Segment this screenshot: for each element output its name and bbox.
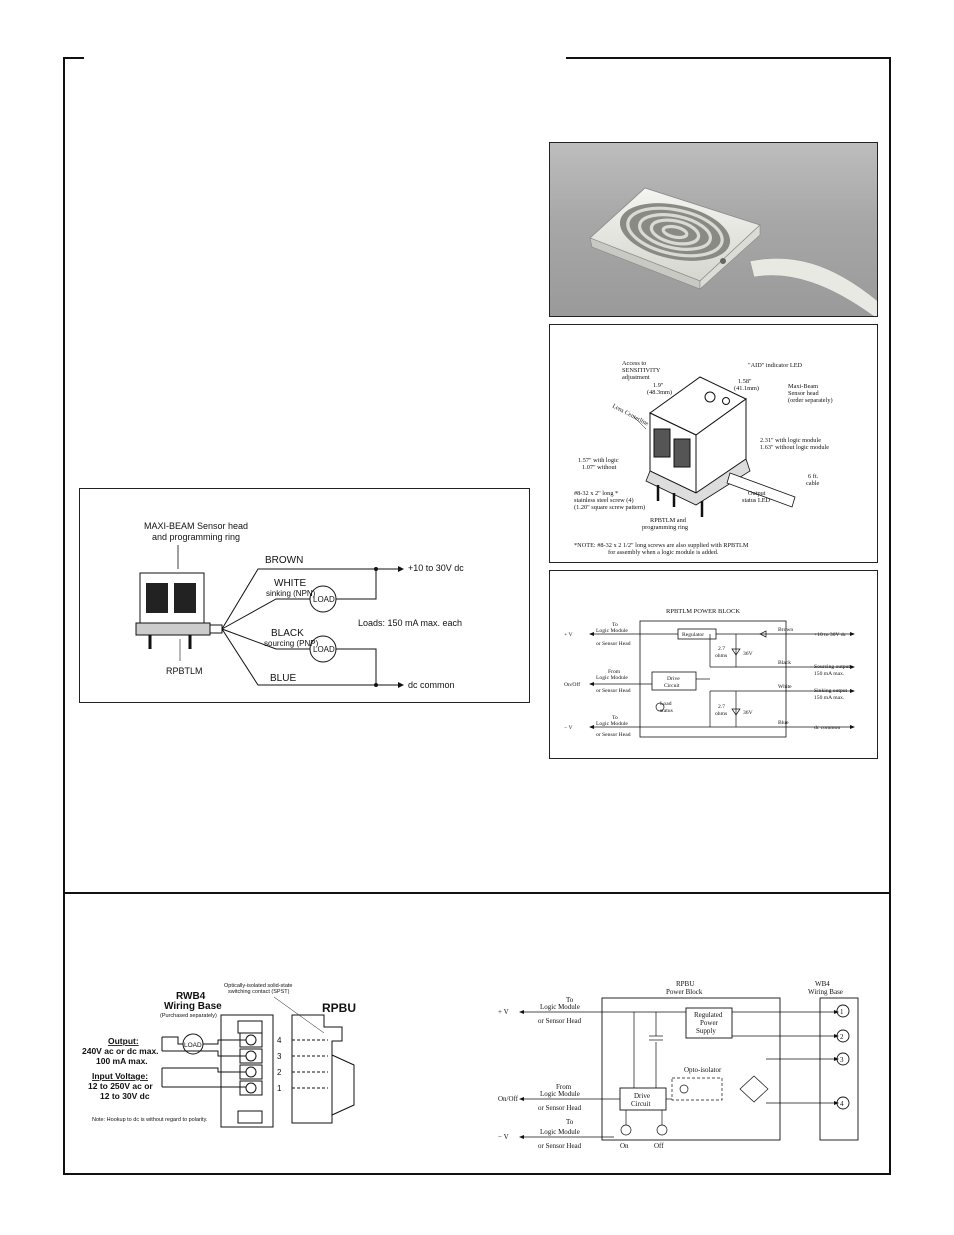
- opto-label: Opto-isolator: [684, 1066, 722, 1074]
- dim-163-label: 1.63" without logic module: [760, 444, 830, 451]
- or-sensor-head-label: or Sensor Head: [538, 1017, 582, 1025]
- ohms-label: ohms: [715, 711, 728, 717]
- aid-led-label: "AID" indicator LED: [748, 362, 803, 369]
- to-label: To: [566, 1118, 574, 1126]
- r2-label: 2.7: [718, 704, 725, 710]
- wiring-diagram-art: [80, 489, 529, 702]
- on-label: On: [620, 1142, 629, 1150]
- output-line1-label: Output: [748, 490, 766, 497]
- ring-line2-label: programming ring: [642, 524, 688, 531]
- title-line1-label: RWB4: [176, 991, 206, 1002]
- logic-module-label: Logic Module: [596, 721, 628, 727]
- brown-label: Brown: [778, 627, 794, 633]
- input-label-label: Input Voltage:: [92, 1071, 149, 1081]
- minus-v-label: − V: [564, 725, 573, 731]
- dim-157-label: 1.57" with logic: [578, 457, 619, 464]
- wb-line2-label: Wiring Base: [808, 988, 843, 996]
- logic-module-label: Logic Module: [596, 628, 628, 634]
- regulator-label: Regulator: [682, 632, 705, 638]
- t1-label: 1: [277, 1084, 282, 1093]
- plus-v-label: + V: [564, 632, 573, 638]
- off-label: Off: [654, 1142, 664, 1150]
- t4-label: 4: [277, 1036, 282, 1045]
- reg-line3-label: Supply: [696, 1027, 716, 1035]
- screw-line3-label: (1.20" square screw pattern): [574, 504, 646, 511]
- sensor-head-line3-label: (order separately): [788, 397, 833, 404]
- dim-231-label: 2.31" with logic module: [760, 437, 821, 444]
- drive-line2-label: Circuit: [664, 683, 680, 689]
- note-line2-label: for assembly when a logic module is added.: [608, 549, 719, 556]
- or-sensor-head-label: or Sensor Head: [596, 688, 631, 694]
- header-gap: [84, 52, 566, 62]
- section-divider: [63, 892, 891, 894]
- rpbu-schematic-art: [494, 972, 878, 1152]
- zener-label: 36V: [743, 651, 753, 657]
- title-line2-label: Power Block: [666, 988, 703, 996]
- logic-module-label: Logic Module: [540, 1128, 580, 1136]
- reg-line2-label: Power: [700, 1019, 718, 1027]
- output-label-label: Output:: [108, 1036, 139, 1046]
- to-label: To: [612, 622, 618, 628]
- zener-label: 36V: [743, 710, 753, 716]
- module-label: RPBTLM: [166, 666, 203, 676]
- white-label: WHITE: [274, 578, 307, 589]
- white-sub-label: sinking (NPN): [266, 589, 316, 598]
- rpbu-schematic: [494, 972, 878, 1152]
- to-label: To: [612, 715, 618, 721]
- rpbu-label: RPBU: [322, 1001, 357, 1015]
- from-label: From: [556, 1083, 572, 1091]
- black-label: BLACK: [271, 628, 304, 639]
- to-label: To: [566, 996, 574, 1004]
- on-off-label: On/Off: [564, 682, 581, 688]
- or-sensor-head-label: or Sensor Head: [538, 1142, 582, 1150]
- brown-label: BROWN: [265, 555, 304, 566]
- blue-label: Blue: [778, 720, 789, 726]
- load-status-line1-label: Load: [660, 701, 672, 707]
- black-label: Black: [778, 660, 792, 666]
- dim-19-mm-label: (48.3mm): [647, 389, 673, 396]
- screw-line2-label: stainless steel screw (4): [574, 497, 634, 504]
- dimension-drawing-art: [550, 325, 877, 562]
- sourcing-line1-label: Sourcing output: [814, 664, 850, 670]
- white-label: White: [778, 684, 792, 690]
- from-label: From: [608, 669, 621, 675]
- drive-line2-label: Circuit: [631, 1100, 651, 1108]
- wb-line1-label: WB4: [815, 980, 830, 988]
- access-line2-label: SENSITIVITY: [622, 367, 661, 374]
- access-line3-label: adjustment: [622, 374, 650, 381]
- contact-line1-label: Optically-isolated solid-state: [224, 983, 293, 989]
- black-sub-label: sourcing (PNP): [264, 639, 319, 648]
- ohms-label: ohms: [715, 653, 728, 659]
- or-sensor-head-label: or Sensor Head: [596, 641, 631, 647]
- sinking-line2-label: 150 mA max.: [814, 695, 845, 701]
- purchased-label: (Purchased separately): [160, 1013, 217, 1019]
- title-line2-label: Wiring Base: [164, 1001, 222, 1012]
- product-photo: [549, 142, 878, 317]
- photo-art: [550, 143, 877, 316]
- output-line2-label: 240V ac or dc max.: [82, 1046, 159, 1056]
- access-line1-label: Access to: [622, 360, 647, 367]
- on-off-label: On/Off: [498, 1095, 519, 1103]
- t3-label: 3: [277, 1052, 282, 1061]
- cable-line2-label: cable: [806, 480, 820, 487]
- minus-v-label: − V: [498, 1133, 509, 1141]
- rwb4-diagram: [78, 975, 388, 1135]
- n2-label: 2: [840, 1033, 844, 1041]
- sensor-head-label-line1-label: MAXI-BEAM Sensor head: [144, 521, 249, 531]
- supply-label: +10 to 30V dc: [814, 632, 847, 638]
- drive-line1-label: Drive: [667, 676, 680, 682]
- n1-label: 1: [840, 1008, 844, 1016]
- screw-line1-label: #8-32 x 2" long *: [574, 490, 619, 497]
- sensor-head-line2-label: Sensor head: [788, 390, 819, 397]
- or-sensor-head-label: or Sensor Head: [538, 1104, 582, 1112]
- output-line3-label: 100 mA max.: [96, 1056, 148, 1066]
- n4-label: 4: [840, 1100, 844, 1108]
- ring-line1-label: RPBTLM and: [650, 517, 686, 524]
- logic-module-label: Logic Module: [540, 1003, 580, 1011]
- logic-module-label: Logic Module: [540, 1090, 580, 1098]
- note-label: Note: Hookup to dc is without regard to polarity.: [92, 1117, 208, 1123]
- lens-label: Lens Centerline: [611, 402, 650, 428]
- common-label: dc common: [408, 680, 455, 690]
- wiring-diagram: [79, 488, 530, 703]
- cable-line1-label: 6 ft.: [808, 473, 819, 480]
- sensor-head-line1-label: Maxi-Beam: [788, 383, 819, 390]
- supply-label: +10 to 30V dc: [408, 563, 464, 573]
- dimension-drawing: [549, 324, 878, 563]
- dim-19-label: 1.9": [653, 382, 664, 389]
- sensor-head-label-line2-label: and programming ring: [152, 532, 241, 542]
- t2-label: 2: [277, 1068, 282, 1077]
- rpbtlm-schematic: [549, 570, 878, 759]
- dim-158-mm-label: (41.1mm): [734, 385, 760, 392]
- sourcing-line2-label: 150 mA max.: [814, 671, 845, 677]
- or-sensor-head-label: or Sensor Head: [596, 732, 631, 738]
- loads-note-label: Loads: 150 mA max. each: [358, 618, 463, 628]
- output-line2-label: status LED: [742, 497, 771, 504]
- note-line1-label: *NOTE: #8-32 x 2 1/2" long screws are also supplied with RPBTLM: [574, 542, 749, 549]
- title-label: RPBTLM POWER BLOCK: [666, 608, 741, 615]
- rwb4-diagram-art: [78, 975, 388, 1135]
- r1-label: 2.7: [718, 646, 725, 652]
- common-label: dc common: [814, 725, 841, 731]
- load-status-line2-label: status: [660, 708, 673, 714]
- n3-label: 3: [840, 1056, 844, 1064]
- reg-line1-label: Regulated: [694, 1011, 723, 1019]
- plus-v-label: + V: [498, 1008, 509, 1016]
- input-line2-label: 12 to 250V ac or: [88, 1081, 153, 1091]
- sinking-line1-label: Sinking output: [814, 688, 848, 694]
- blue-label: BLUE: [270, 673, 297, 684]
- load-label: LOAD: [184, 1042, 202, 1049]
- title-line1-label: RPBU: [676, 980, 695, 988]
- input-line3-label: 12 to 30V dc: [100, 1091, 150, 1101]
- rpbtlm-schematic-art: [550, 571, 877, 758]
- dim-158-label: 1.58": [738, 378, 752, 385]
- load-label: LOAD: [313, 645, 335, 654]
- load-label: LOAD: [313, 595, 335, 604]
- dim-107-label: 1.07" without: [582, 464, 617, 471]
- drive-line1-label: Drive: [634, 1092, 650, 1100]
- logic-module-label: Logic Module: [596, 675, 628, 681]
- contact-line2-label: switching contact (SPST): [228, 989, 290, 995]
